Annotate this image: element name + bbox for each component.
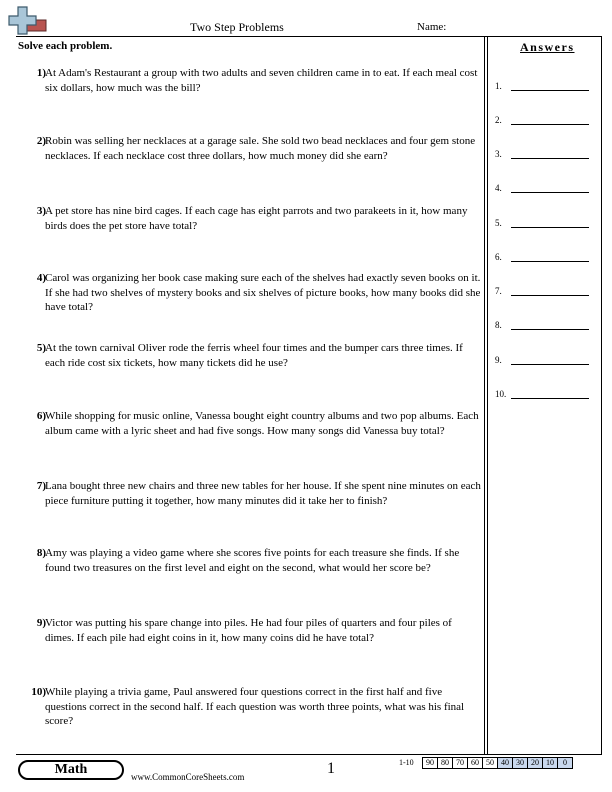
answer-blank[interactable] — [495, 149, 595, 163]
plus-minus-logo-icon — [4, 4, 54, 36]
score-cell: 40 — [497, 757, 513, 769]
score-table — [399, 757, 573, 769]
answer-line — [511, 227, 589, 228]
answer-number: 7. — [495, 286, 502, 296]
questions-area — [16, 38, 483, 754]
score-label: 1-10 — [399, 758, 414, 767]
question-number: 10) — [31, 686, 46, 698]
score-cell: 80 — [437, 757, 453, 769]
question-number: 3) — [36, 205, 46, 217]
answer-blank[interactable] — [495, 115, 595, 129]
question-text: Carol was organizing her book case making sure each of the shelves had exactly seven books on it. If she had two shelves of mystery books and six shelves of picture books, how many books did she have total? — [45, 272, 481, 313]
question-text: Robin was selling her necklaces at a garage sale. She sold two bead necklaces and four gem stone necklaces. If each necklace cost three dollars, how much money did she earn? — [45, 135, 476, 162]
answer-number: 4. — [495, 183, 502, 193]
answer-number: 9. — [495, 355, 502, 365]
answer-line — [511, 329, 589, 330]
question-number: 8) — [36, 547, 46, 559]
answer-number: 6. — [495, 252, 502, 262]
score-cell: 60 — [467, 757, 483, 769]
score-cell: 50 — [482, 757, 498, 769]
question-text: While playing a trivia game, Paul answered four questions correct in the first half and five questions correct in the second half. If each question was worth three points, what was his final score? — [45, 686, 465, 727]
answer-number: 8. — [495, 320, 502, 330]
question-text: At Adam's Restaurant a group with two adults and seven children came in to eat. If each meal cost six dollars, how much was the bill? — [45, 67, 478, 94]
question-number: 7) — [36, 480, 46, 492]
answer-number: 1. — [495, 81, 502, 91]
answer-blank[interactable] — [495, 183, 595, 197]
question-text: While shopping for music online, Vanessa bought eight country albums and two pop albums. Each album came with a lyric sheet and had five songs. How many songs did Vanessa buy total? — [45, 410, 479, 437]
question-text: At the town carnival Oliver rode the ferris wheel four times and the bumper cars three times. If each ride cost six tickets, how many tickets did he use? — [45, 342, 463, 369]
question-number: 2) — [36, 135, 46, 147]
answer-line — [511, 90, 589, 91]
website-credit: www.CommonCoreSheets.com — [131, 772, 245, 782]
answer-number: 3. — [495, 149, 502, 159]
answer-number: 2. — [495, 115, 502, 125]
instructions: Solve each problem. — [18, 40, 113, 52]
score-cell: 70 — [452, 757, 468, 769]
answer-line — [511, 124, 589, 125]
score-cell: 10 — [542, 757, 558, 769]
answer-line — [511, 192, 589, 193]
question-number: 1) — [36, 67, 46, 79]
answer-line — [511, 364, 589, 365]
score-cell: 90 — [422, 757, 438, 769]
question-number: 9) — [36, 617, 46, 629]
question-text: Lana bought three new chairs and three new tables for her house. If she spent nine minutes on each piece furniture putting it together, how many minutes did it take her to finish? — [45, 480, 481, 507]
answer-blank[interactable] — [495, 286, 595, 300]
page-number: 1 — [327, 760, 335, 777]
answer-blank[interactable] — [495, 389, 595, 403]
question-number: 5) — [36, 342, 46, 354]
footer-rule — [16, 754, 602, 755]
answer-line — [511, 261, 589, 262]
score-cell: 20 — [527, 757, 543, 769]
worksheet-title: Two Step Problems — [190, 20, 284, 34]
subject-badge: Math — [18, 760, 124, 780]
answer-blank[interactable] — [495, 355, 595, 369]
question-number: 6) — [36, 410, 46, 422]
answer-line — [511, 158, 589, 159]
answer-blank[interactable] — [495, 320, 595, 334]
answer-column-border — [601, 36, 602, 754]
answer-number: 10. — [495, 389, 507, 399]
answer-number: 5. — [495, 218, 502, 228]
score-cell: 30 — [512, 757, 528, 769]
answer-blank[interactable] — [495, 81, 595, 95]
question-text: Amy was playing a video game where she scores five points for each treasure she finds. If she found two treasures on the first level and eight on the second, what would her score be? — [45, 547, 460, 574]
answer-line — [511, 295, 589, 296]
answer-column-divider — [484, 36, 488, 754]
question-number: 4) — [36, 272, 46, 284]
answer-line — [511, 398, 589, 399]
question-text: A pet store has nine bird cages. If each cage has eight parrots and two parakeets in it, how many birds does the pet store have total? — [45, 205, 468, 232]
answer-blank[interactable] — [495, 252, 595, 266]
score-cell: 0 — [557, 757, 573, 769]
question-text: Victor was putting his spare change into piles. He had four piles of quarters and four piles of dimes. If each pile had eight coins in it, how many coins did he have total? — [45, 617, 452, 644]
answer-blank[interactable] — [495, 218, 595, 232]
name-label: Name: — [417, 21, 447, 33]
answers-heading: Answers — [520, 40, 575, 54]
header-rule — [16, 36, 602, 37]
